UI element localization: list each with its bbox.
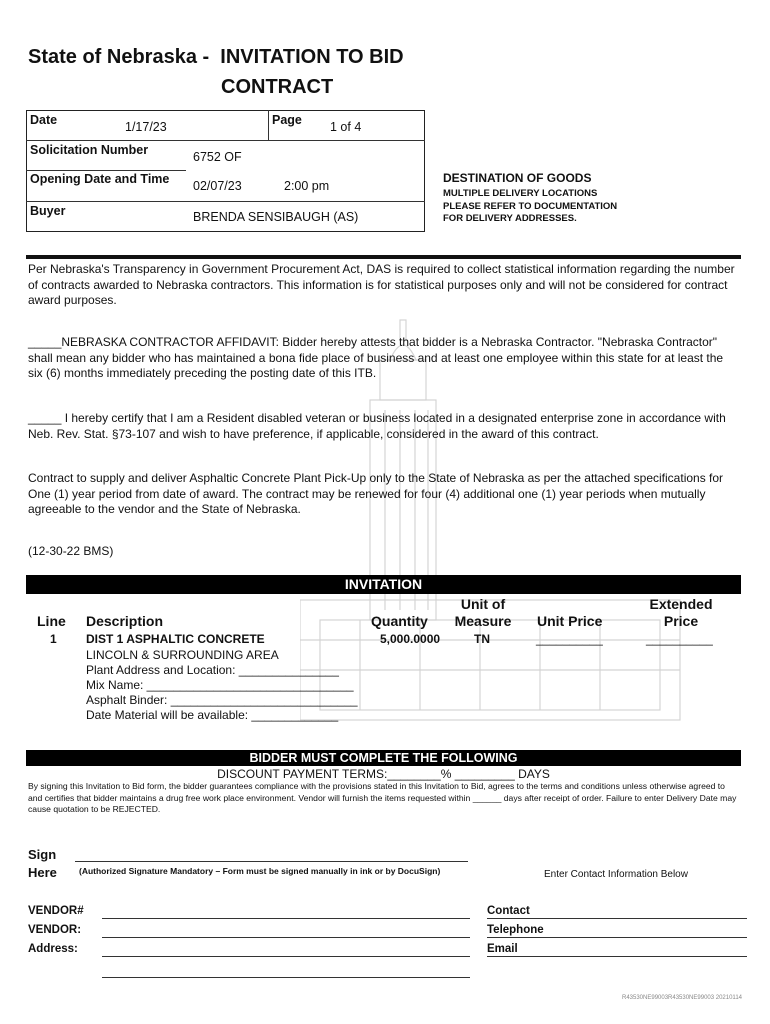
date-label: Date [30, 113, 58, 127]
affidavit-paragraph: _____NEBRASKA CONTRACTOR AFFIDAVIT: Bidder hereby attests that bidder is a Nebraska Contractor. "Nebraska Contractor" shall mean any bidder who has maintained a bona fide place of business and at least one employee within this state for at least the six (6) months immediately preceding the posting date of this ITB. [28, 335, 724, 380]
bidder-bar: BIDDER MUST COMPLETE THE FOLLOWING [26, 750, 741, 766]
item-line-number: 1 [50, 632, 57, 646]
discount-terms-field[interactable]: DISCOUNT PAYMENT TERMS:________% _________ DAYS [217, 767, 550, 781]
item-detail-binder-field[interactable]: Asphalt Binder: ____________________________ [86, 693, 358, 707]
col-line: Line [37, 613, 66, 629]
contract-paragraph: Contract to supply and deliver Asphaltic Concrete Plant Pick-Up only to the State of Nebraska as per the attached specifications for One (1) year period from date of award. The contract may be renewed for four (4) additional one (1) year periods when mutually agreeable to the vendor and the State of Nebraska. [28, 471, 724, 516]
contact-note: Enter Contact Information Below [544, 869, 688, 880]
col-extended-line2: Price [663, 613, 699, 629]
item-description: DIST 1 ASPHALTIC CONCRETE [86, 632, 265, 646]
destination-title: DESTINATION OF GOODS [443, 171, 592, 185]
signature-note: (Authorized Signature Mandatory – Form must be signed manually in ink or by DocuSign) [79, 866, 441, 876]
item-detail: LINCOLN & SURROUNDING AREA [86, 648, 279, 662]
sign-label: Sign [28, 847, 57, 862]
destination-line: PLEASE REFER TO DOCUMENTATION [443, 201, 618, 212]
document-title: State of Nebraska - INVITATION TO BID [28, 46, 404, 68]
col-unit-line2: Measure [454, 613, 512, 629]
document-subtitle: CONTRACT [221, 76, 334, 98]
item-detail-plant-field[interactable]: Plant Address and Location: _______________ [86, 663, 339, 677]
telephone-label: Telephone [487, 924, 544, 936]
col-quantity: Quantity [371, 613, 428, 629]
opening-time: 2:00 pm [284, 179, 330, 193]
item-quantity: 5,000.0000 [380, 632, 441, 646]
info-divider [26, 140, 425, 141]
vendor-label: VENDOR: [28, 924, 82, 936]
item-unit-price-field[interactable]: __________ [536, 632, 603, 646]
info-divider [26, 170, 186, 171]
veteran-paragraph: _____ I hereby certify that I am a Resident disabled veteran or business located in a designated enterprise zone in accordance with Neb. Rev. Stat. §73-107 and wish to have preference, if applicable, considered in the award of this contract. [28, 411, 726, 441]
vendor-number-label: VENDOR# [28, 905, 84, 917]
vendor-line[interactable] [102, 937, 470, 938]
item-detail-mix-field[interactable]: Mix Name: _______________________________ [86, 678, 354, 692]
item-detail-date-field[interactable]: Date Material will be available: _____________ [86, 708, 339, 722]
item-extended-price-field[interactable]: __________ [646, 632, 713, 646]
page-value: 1 of 4 [330, 120, 362, 134]
page-label: Page [272, 113, 302, 127]
transparency-paragraph: Per Nebraska's Transparency in Government Procurement Act, DAS is required to collect statistical information regarding the number of contracts awarded to Nebraska contractors. This information is for statistical purposes only and will not be considered for contract award purposes. [28, 262, 735, 307]
vendor-number-line[interactable] [102, 918, 470, 919]
solicitation-value: 6752 OF [193, 150, 242, 164]
signature-line[interactable] [75, 861, 468, 862]
invitation-bar: INVITATION [26, 575, 741, 594]
email-line[interactable] [487, 956, 747, 957]
telephone-line[interactable] [487, 937, 747, 938]
revision-code: (12-30-22 BMS) [28, 544, 114, 558]
address-line-2[interactable] [102, 977, 470, 978]
address-line-1[interactable] [102, 956, 470, 957]
opening-date: 02/07/23 [193, 179, 242, 193]
opening-label: Opening Date and Time [30, 172, 170, 186]
here-label: Here [28, 865, 57, 880]
address-label: Address: [28, 943, 78, 955]
buyer-value: BRENDA SENSIBAUGH (AS) [193, 210, 359, 224]
destination-line: MULTIPLE DELIVERY LOCATIONS [443, 188, 598, 199]
col-unit-line1: Unit of [460, 596, 506, 612]
date-value: 1/17/23 [125, 120, 167, 134]
contact-line[interactable] [487, 918, 747, 919]
col-description: Description [86, 613, 164, 629]
buyer-label: Buyer [30, 204, 66, 218]
section-rule [26, 255, 741, 259]
solicitation-label: Solicitation Number [30, 143, 149, 157]
email-label: Email [487, 943, 518, 955]
bidder-terms-text: By signing this Invitation to Bid form, the bidder guarantees compliance with the provisions stated in this Invitation to Bid, agrees to the terms and conditions unless otherwise agreed to and certifies that bidder maintains a drug free work place environment. Vendor will furnish the items requested within ______ days after receipt of order. Failure to enter Delivery Date may cause quotation to be REJECTED. [28, 781, 737, 814]
form-code: R43530NE99003R43530NE99003 20210114 [622, 995, 742, 1001]
info-divider [26, 201, 425, 202]
destination-line: FOR DELIVERY ADDRESSES. [443, 213, 577, 224]
item-uom: TN [474, 632, 490, 646]
info-vertical-divider [268, 110, 269, 141]
col-unit-price: Unit Price [537, 613, 603, 629]
contact-label: Contact [487, 905, 530, 917]
col-extended-line1: Extended [649, 596, 713, 612]
